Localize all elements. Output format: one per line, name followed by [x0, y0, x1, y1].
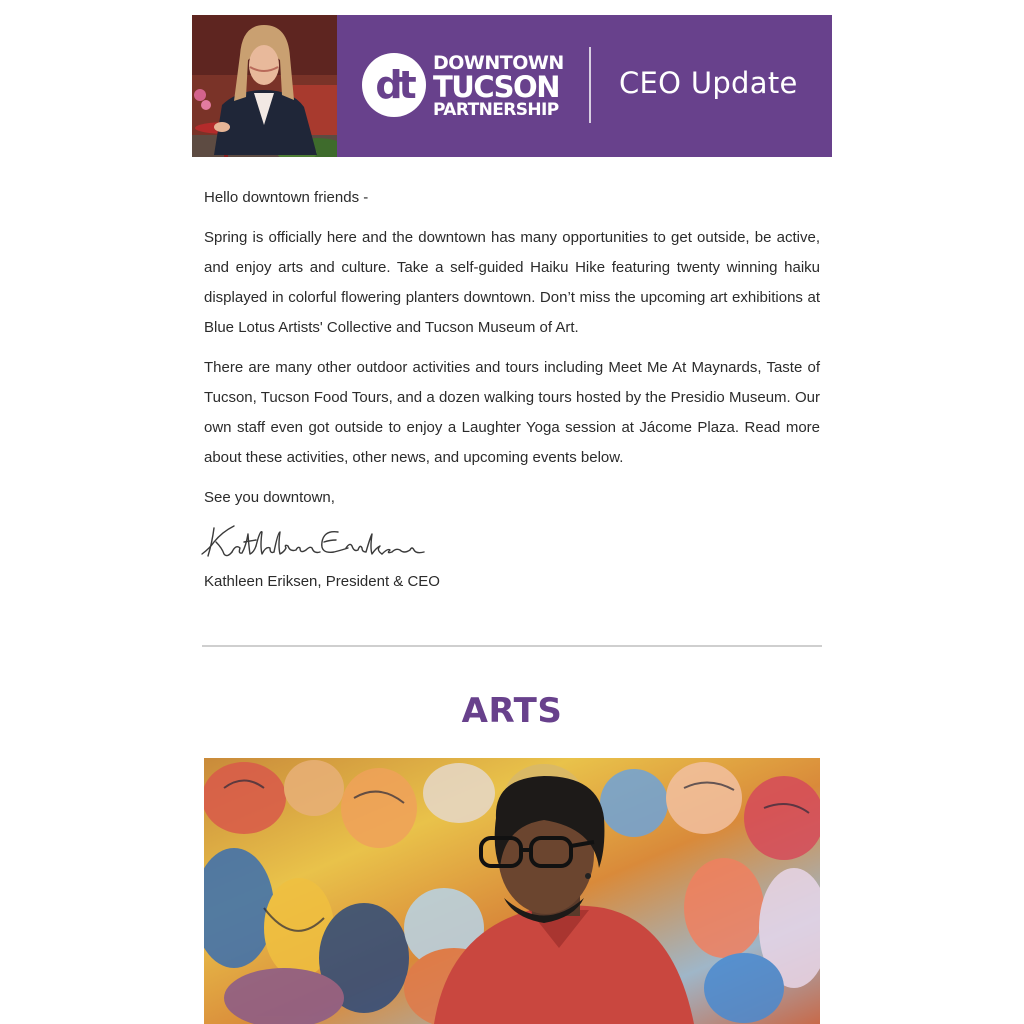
- banner-divider: [589, 47, 591, 123]
- letter-paragraph-1: Spring is officially here and the downtown has many opportunities to get outside, be active, and enjoy arts and culture. Take a self-guided Haiku Hike featuring twenty winning haiku displayed in colorful flowering planters downtown. Don’t miss the upcoming art exhibitions at Blue Lotus Artists' Collective and Tucson Museum of Art.: [204, 229, 820, 336]
- arts-heading: ARTS: [461, 691, 563, 731]
- dt-logo-icon: [362, 53, 426, 117]
- handwritten-signature: [200, 518, 430, 566]
- logo-wordmark: [433, 54, 583, 119]
- ceo-photo: [192, 15, 337, 157]
- ceo-letter: [204, 183, 820, 523]
- logo-line-tucson: TUCSON: [433, 70, 559, 104]
- logo-line-partnership: PARTNERSHIP: [433, 100, 559, 120]
- section-divider: [202, 645, 822, 647]
- letter-closing: See you downtown,: [204, 489, 335, 506]
- letter-paragraph-2: There are many other outdoor activities and tours including Meet Me At Maynards, Taste of Tucson, Tucson Food Tours, and a dozen walking tours hosted by the Presidio Museum. Our own staff even got outside to enjoy a Laughter Yoga session at Jácome Plaza. Read more about these activities, other news, and upcoming events below.: [204, 359, 820, 466]
- arts-feature-image: [204, 758, 820, 1024]
- newsletter-title: CEO Update: [619, 66, 798, 100]
- letter-greeting: Hello downtown friends -: [204, 189, 369, 206]
- header-banner: [192, 15, 832, 157]
- signer-name: Kathleen Eriksen, President & CEO: [204, 573, 440, 590]
- logo-line-downtown: DOWNTOWN: [433, 52, 564, 74]
- logo-mark: dt: [375, 63, 413, 107]
